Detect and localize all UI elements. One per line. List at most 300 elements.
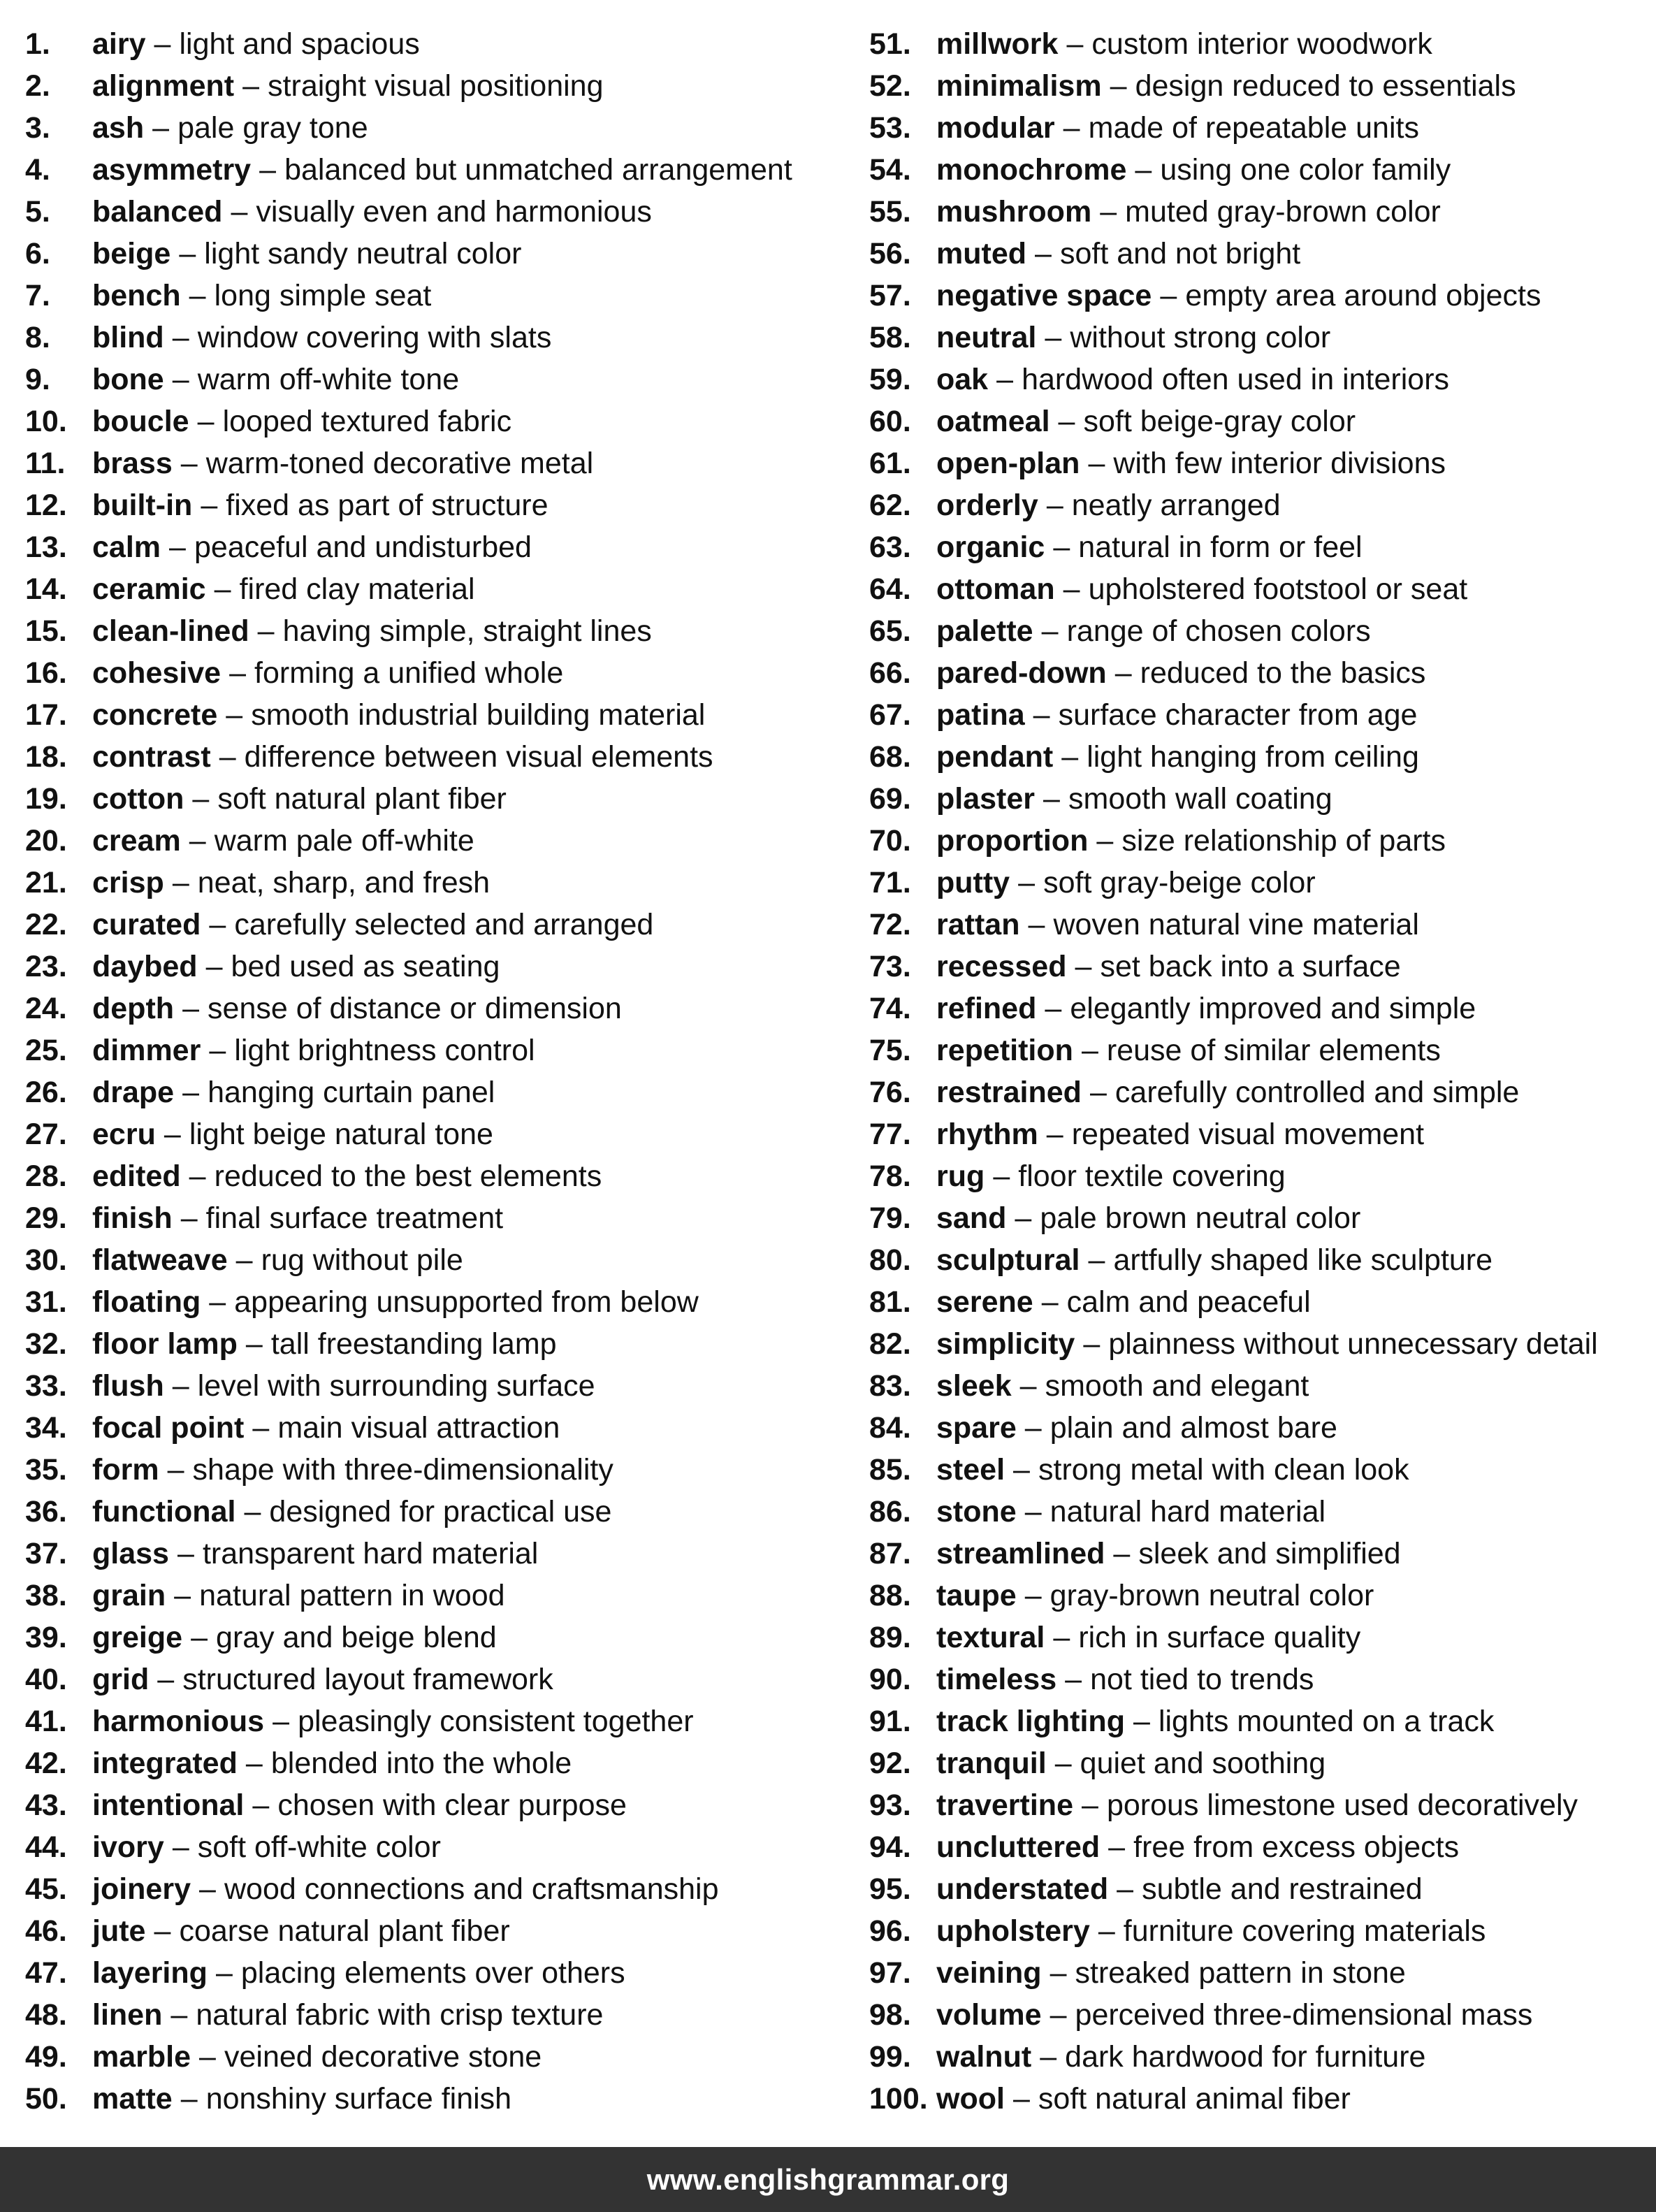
entry-dash: –	[1117, 1872, 1134, 1906]
entry-definition: shape with three-dimensionality	[192, 1453, 613, 1487]
entry-term: spare	[936, 1411, 1017, 1445]
entry-number: 92.	[869, 1747, 911, 1780]
entry-term: focal point	[92, 1411, 245, 1445]
entry-number: 85.	[869, 1453, 911, 1487]
entry-term: walnut	[936, 2040, 1032, 2074]
entry-definition: strong metal with clean look	[1038, 1453, 1409, 1487]
entry-number: 65.	[869, 614, 911, 648]
entry-dash: –	[1033, 698, 1050, 732]
entry-number: 25.	[25, 1034, 67, 1067]
entry-definition: smooth industrial building material	[251, 698, 706, 732]
vocabulary-entry	[25, 1155, 850, 1197]
entry-term: grain	[92, 1579, 166, 1612]
entry-dash: –	[209, 908, 226, 941]
vocabulary-entry	[25, 1742, 850, 1784]
entry-term: wool	[936, 2082, 1005, 2116]
vocabulary-entry	[869, 694, 1652, 736]
entry-number: 80.	[869, 1243, 911, 1277]
entry-definition: warm pale off-white	[214, 824, 474, 858]
entry-dash: –	[1053, 1621, 1070, 1654]
entry-definition: long simple seat	[214, 279, 432, 312]
entry-definition: fired clay material	[239, 572, 475, 606]
entry-definition: made of repeatable units	[1088, 111, 1419, 145]
word-list-right-column	[869, 23, 1652, 2120]
vocabulary-entry	[25, 191, 850, 233]
entry-definition: visually even and harmonious	[256, 195, 652, 229]
vocabulary-entry	[25, 652, 850, 694]
entry-term: open-plan	[936, 447, 1080, 480]
entry-term: oatmeal	[936, 405, 1050, 438]
entry-term: beige	[92, 237, 171, 270]
entry-dash: –	[1041, 614, 1059, 648]
entry-definition: sleek and simplified	[1138, 1537, 1401, 1570]
entry-dash: –	[1113, 1537, 1131, 1570]
entry-term: ceramic	[92, 572, 206, 606]
entry-definition: appearing unsupported from below	[234, 1285, 699, 1319]
entry-number: 2.	[25, 69, 50, 103]
entry-number: 81.	[869, 1285, 911, 1319]
entry-term: modular	[936, 111, 1055, 145]
entry-dash: –	[231, 195, 248, 229]
entry-definition: reduced to the best elements	[214, 1159, 602, 1193]
entry-number: 84.	[869, 1411, 911, 1445]
entry-dash: –	[235, 1243, 253, 1277]
entry-dash: –	[199, 1872, 216, 1906]
entry-definition: level with surrounding surface	[197, 1369, 595, 1403]
entry-definition: chosen with clear purpose	[277, 1788, 627, 1822]
entry-definition: hardwood often used in interiors	[1022, 363, 1450, 396]
vocabulary-entry	[869, 526, 1652, 568]
vocabulary-entry	[25, 1617, 850, 1658]
entry-dash: –	[1098, 1914, 1115, 1948]
entry-definition: design reduced to essentials	[1135, 69, 1516, 103]
entry-definition: size relationship of parts	[1121, 824, 1446, 858]
entry-number: 43.	[25, 1788, 67, 1822]
vocabulary-entry	[25, 107, 850, 149]
entry-number: 63.	[869, 530, 911, 564]
vocabulary-entry	[869, 1826, 1652, 1868]
vocabulary-entry	[25, 2078, 850, 2120]
vocabulary-entry	[25, 1826, 850, 1868]
entry-term: joinery	[92, 1872, 191, 1906]
entry-number: 28.	[25, 1159, 67, 1193]
entry-term: palette	[936, 614, 1033, 648]
vocabulary-entry	[25, 275, 850, 317]
entry-number: 7.	[25, 279, 50, 312]
entry-definition: using one color family	[1160, 153, 1451, 187]
entry-dash: –	[1135, 153, 1152, 187]
vocabulary-entry	[25, 904, 850, 946]
entry-definition: soft natural plant fiber	[217, 782, 507, 816]
vocabulary-entry	[869, 1449, 1652, 1491]
entry-number: 50.	[25, 2082, 67, 2116]
entry-definition: without strong color	[1070, 321, 1331, 354]
entry-term: veining	[936, 1956, 1042, 1990]
vocabulary-entry	[25, 694, 850, 736]
vocabulary-entry	[25, 1784, 850, 1826]
vocabulary-entry	[869, 233, 1652, 275]
vocabulary-entry	[25, 2036, 850, 2078]
entry-term: cohesive	[92, 656, 221, 690]
entry-term: serene	[936, 1285, 1033, 1319]
entry-number: 3.	[25, 111, 50, 145]
vocabulary-entry	[25, 149, 850, 191]
vocabulary-entry	[25, 1239, 850, 1281]
vocabulary-entry	[869, 1784, 1652, 1826]
entry-term: brass	[92, 447, 173, 480]
vocabulary-entry	[869, 904, 1652, 946]
entry-dash: –	[189, 824, 206, 858]
entry-dash: –	[1024, 1579, 1042, 1612]
entry-number: 34.	[25, 1411, 67, 1445]
entry-number: 95.	[869, 1872, 911, 1906]
entry-dash: –	[1012, 2082, 1030, 2116]
entry-dash: –	[1088, 1243, 1105, 1277]
entry-number: 44.	[25, 1830, 67, 1864]
entry-number: 20.	[25, 824, 67, 858]
entry-number: 49.	[25, 2040, 67, 2074]
vocabulary-entry	[869, 610, 1652, 652]
entry-term: ash	[92, 111, 145, 145]
entry-term: calm	[92, 530, 161, 564]
vocabulary-entry	[869, 1281, 1652, 1323]
entry-definition: looped textured fabric	[222, 405, 512, 438]
vocabulary-entry	[25, 736, 850, 778]
entry-number: 9.	[25, 363, 50, 396]
vocabulary-entry	[869, 1952, 1652, 1994]
entry-term: rug	[936, 1159, 985, 1193]
entry-number: 72.	[869, 908, 911, 941]
entry-term: sculptural	[936, 1243, 1080, 1277]
entry-definition: hanging curtain panel	[208, 1076, 495, 1109]
entry-number: 89.	[869, 1621, 911, 1654]
entry-number: 47.	[25, 1956, 67, 1990]
entry-term: understated	[936, 1872, 1109, 1906]
entry-term: boucle	[92, 405, 189, 438]
entry-number: 99.	[869, 2040, 911, 2074]
vocabulary-entry	[869, 1071, 1652, 1113]
entry-number: 8.	[25, 321, 50, 354]
entry-term: daybed	[92, 950, 198, 983]
entry-dash: –	[1041, 1285, 1059, 1319]
entry-term: linen	[92, 1998, 163, 2032]
entry-definition: pale brown neutral color	[1040, 1201, 1361, 1235]
entry-number: 61.	[869, 447, 911, 480]
vocabulary-entry	[25, 1910, 850, 1952]
entry-number: 22.	[25, 908, 67, 941]
entry-term: blind	[92, 321, 164, 354]
entry-term: contrast	[92, 740, 211, 774]
vocabulary-entry	[25, 400, 850, 442]
entry-definition: difference between visual elements	[244, 740, 713, 774]
vocabulary-entry	[25, 988, 850, 1029]
entry-dash: –	[1096, 824, 1114, 858]
entry-term: millwork	[936, 27, 1059, 61]
vocabulary-entry	[25, 1071, 850, 1113]
entry-term: negative space	[936, 279, 1152, 312]
vocabulary-entry	[25, 1113, 850, 1155]
entry-dash: –	[177, 1537, 194, 1570]
entry-term: steel	[936, 1453, 1005, 1487]
entry-dash: –	[1066, 27, 1084, 61]
entry-term: greige	[92, 1621, 183, 1654]
entry-dash: –	[1063, 572, 1080, 606]
entry-term: repetition	[936, 1034, 1073, 1067]
entry-definition: with few interior divisions	[1113, 447, 1446, 480]
vocabulary-entry	[25, 317, 850, 359]
entry-term: bench	[92, 279, 181, 312]
entry-term: taupe	[936, 1579, 1017, 1612]
vocabulary-entry	[869, 1617, 1652, 1658]
entry-number: 71.	[869, 866, 911, 899]
entry-number: 96.	[869, 1914, 911, 1948]
entry-number: 90.	[869, 1663, 911, 1696]
entry-definition: rich in surface quality	[1078, 1621, 1361, 1654]
vocabulary-entry	[25, 778, 850, 820]
vocabulary-entry	[25, 862, 850, 904]
entry-term: putty	[936, 866, 1010, 899]
entry-number: 11.	[25, 447, 66, 480]
entry-number: 51.	[869, 27, 911, 61]
entry-definition: soft gray-beige color	[1043, 866, 1316, 899]
entry-dash: –	[182, 992, 199, 1025]
vocabulary-entry	[869, 1910, 1652, 1952]
entry-number: 27.	[25, 1118, 67, 1151]
entry-definition: natural fabric with crisp texture	[196, 1998, 604, 2032]
entry-number: 100.	[869, 2082, 928, 2116]
entry-dash: –	[179, 237, 196, 270]
entry-definition: floor textile covering	[1018, 1159, 1286, 1193]
entry-term: mushroom	[936, 195, 1092, 229]
entry-number: 5.	[25, 195, 50, 229]
entry-dash: –	[1108, 1830, 1126, 1864]
entry-term: intentional	[92, 1788, 245, 1822]
entry-term: rattan	[936, 908, 1020, 941]
entry-term: flatweave	[92, 1243, 228, 1277]
vocabulary-entry	[869, 23, 1652, 65]
entry-term: streamlined	[936, 1537, 1105, 1570]
vocabulary-entry	[869, 191, 1652, 233]
vocabulary-entry	[869, 988, 1652, 1029]
entry-number: 54.	[869, 153, 911, 187]
entry-term: muted	[936, 237, 1026, 270]
entry-dash: –	[191, 1621, 208, 1654]
entry-term: built-in	[92, 489, 193, 522]
vocabulary-entry	[25, 1658, 850, 1700]
entry-number: 6.	[25, 237, 50, 270]
entry-dash: –	[1043, 782, 1060, 816]
entry-number: 37.	[25, 1537, 67, 1570]
entry-definition: natural pattern in wood	[199, 1579, 505, 1612]
entry-number: 15.	[25, 614, 67, 648]
entry-dash: –	[157, 1663, 175, 1696]
entry-term: alignment	[92, 69, 235, 103]
entry-term: drape	[92, 1076, 175, 1109]
entry-number: 30.	[25, 1243, 67, 1277]
entry-dash: –	[1049, 1956, 1067, 1990]
entry-definition: free from excess objects	[1133, 1830, 1460, 1864]
vocabulary-entry	[25, 65, 850, 107]
entry-definition: carefully controlled and simple	[1114, 1076, 1520, 1109]
entry-number: 36.	[25, 1495, 67, 1528]
vocabulary-entry	[25, 526, 850, 568]
entry-dash: –	[1081, 1034, 1098, 1067]
entry-dash: –	[229, 656, 247, 690]
entry-definition: light brightness control	[234, 1034, 535, 1067]
entry-term: recessed	[936, 950, 1067, 983]
entry-dash: –	[1160, 279, 1177, 312]
entry-definition: furniture covering materials	[1123, 1914, 1486, 1948]
entry-number: 10.	[25, 405, 67, 438]
entry-term: crisp	[92, 866, 164, 899]
entry-definition: final surface treatment	[205, 1201, 504, 1235]
vocabulary-entry	[869, 2036, 1652, 2078]
entry-definition: perceived three-dimensional mass	[1075, 1998, 1533, 2032]
entry-definition: neat, sharp, and fresh	[197, 866, 491, 899]
vocabulary-entry	[869, 1029, 1652, 1071]
vocabulary-entry	[25, 1533, 850, 1575]
vocabulary-entry	[869, 1700, 1652, 1742]
entry-term: clean-lined	[92, 614, 249, 648]
vocabulary-entry	[869, 1658, 1652, 1700]
entry-definition: light sandy neutral color	[204, 237, 522, 270]
vocabulary-entry	[869, 2078, 1652, 2120]
entry-number: 98.	[869, 1998, 911, 2032]
entry-term: patina	[936, 698, 1025, 732]
entry-term: refined	[936, 992, 1037, 1025]
entry-dash: –	[1058, 405, 1075, 438]
entry-dash: –	[214, 572, 231, 606]
vocabulary-entry	[25, 442, 850, 484]
entry-definition: reuse of similar elements	[1106, 1034, 1441, 1067]
entry-dash: –	[1015, 1201, 1032, 1235]
entry-dash: –	[1019, 1369, 1037, 1403]
vocabulary-entry	[25, 820, 850, 862]
entry-definition: smooth and elegant	[1045, 1369, 1309, 1403]
vocabulary-entry	[869, 359, 1652, 400]
entry-term: form	[92, 1453, 159, 1487]
vocabulary-entry	[869, 275, 1652, 317]
vocabulary-entry	[25, 1952, 850, 1994]
entry-dash: –	[1028, 908, 1045, 941]
vocabulary-entry	[869, 1407, 1652, 1449]
entry-dash: –	[180, 2082, 198, 2116]
entry-number: 69.	[869, 782, 911, 816]
entry-dash: –	[180, 1201, 198, 1235]
entry-term: asymmetry	[92, 153, 252, 187]
entry-term: marble	[92, 2040, 191, 2074]
entry-number: 17.	[25, 698, 67, 732]
entry-definition: peaceful and undisturbed	[194, 530, 532, 564]
entry-term: neutral	[936, 321, 1037, 354]
entry-term: depth	[92, 992, 175, 1025]
entry-definition: soft beige-gray color	[1083, 405, 1356, 438]
entry-definition: artfully shaped like sculpture	[1113, 1243, 1493, 1277]
entry-term: cotton	[92, 782, 184, 816]
entry-definition: gray-brown neutral color	[1049, 1579, 1374, 1612]
entry-term: ottoman	[936, 572, 1055, 606]
entry-dash: –	[1100, 195, 1117, 229]
entry-number: 35.	[25, 1453, 67, 1487]
entry-definition: streaked pattern in stone	[1075, 1956, 1406, 1990]
entry-definition: subtle and restrained	[1142, 1872, 1423, 1906]
entry-dash: –	[273, 1705, 290, 1738]
entry-dash: –	[215, 1956, 233, 1990]
entry-definition: set back into a surface	[1100, 950, 1401, 983]
entry-dash: –	[1046, 1118, 1063, 1151]
entry-dash: –	[192, 782, 210, 816]
entry-number: 87.	[869, 1537, 911, 1570]
entry-definition: quiet and soothing	[1080, 1747, 1326, 1780]
vocabulary-entry	[25, 1700, 850, 1742]
entry-definition: window covering with slats	[197, 321, 552, 354]
vocabulary-entry	[869, 484, 1652, 526]
entry-definition: soft natural animal fiber	[1038, 2082, 1351, 2116]
entry-dash: –	[252, 1411, 270, 1445]
footer-website-url: www.englishgrammar.org	[646, 2162, 1010, 2196]
entry-number: 32.	[25, 1327, 67, 1361]
entry-dash: –	[1088, 447, 1105, 480]
entry-dash: –	[172, 1369, 189, 1403]
vocabulary-entry	[25, 23, 850, 65]
entry-dash: –	[154, 27, 171, 61]
entry-number: 41.	[25, 1705, 67, 1738]
entry-dash: –	[1053, 530, 1070, 564]
entry-dash: –	[167, 1453, 184, 1487]
entry-number: 56.	[869, 237, 911, 270]
entry-number: 24.	[25, 992, 67, 1025]
vocabulary-entry	[25, 568, 850, 610]
vocabulary-entry	[869, 400, 1652, 442]
entry-dash: –	[245, 1327, 263, 1361]
entry-term: pendant	[936, 740, 1054, 774]
entry-number: 62.	[869, 489, 911, 522]
entry-dash: –	[996, 363, 1014, 396]
entry-term: balanced	[92, 195, 223, 229]
vocabulary-entry	[869, 107, 1652, 149]
entry-term: floating	[92, 1285, 201, 1319]
entry-number: 39.	[25, 1621, 67, 1654]
vocabulary-entry	[25, 1323, 850, 1365]
entry-definition: soft off-white color	[197, 1830, 441, 1864]
footer-bar	[0, 2147, 1656, 2212]
entry-definition: blended into the whole	[270, 1747, 572, 1780]
entry-number: 31.	[25, 1285, 67, 1319]
entry-dash: –	[164, 1118, 181, 1151]
vocabulary-entry	[869, 568, 1652, 610]
entry-dash: –	[1061, 740, 1079, 774]
entry-number: 74.	[869, 992, 911, 1025]
entry-number: 16.	[25, 656, 67, 690]
entry-definition: placing elements over others	[240, 1956, 625, 1990]
entry-dash: –	[1110, 69, 1127, 103]
entry-dash: –	[209, 1285, 226, 1319]
entry-dash: –	[199, 2040, 216, 2074]
entry-term: bone	[92, 363, 164, 396]
vocabulary-entry	[25, 484, 850, 526]
entry-term: glass	[92, 1537, 169, 1570]
entry-dash: –	[1114, 656, 1132, 690]
entry-term: layering	[92, 1956, 208, 1990]
entry-number: 70.	[869, 824, 911, 858]
vocabulary-entry	[25, 1575, 850, 1617]
entry-definition: wood connections and craftsmanship	[224, 1872, 719, 1906]
entry-number: 14.	[25, 572, 67, 606]
entry-term: monochrome	[936, 153, 1127, 187]
entry-dash: –	[152, 111, 170, 145]
vocabulary-entry	[869, 1239, 1652, 1281]
entry-definition: sense of distance or dimension	[208, 992, 622, 1025]
